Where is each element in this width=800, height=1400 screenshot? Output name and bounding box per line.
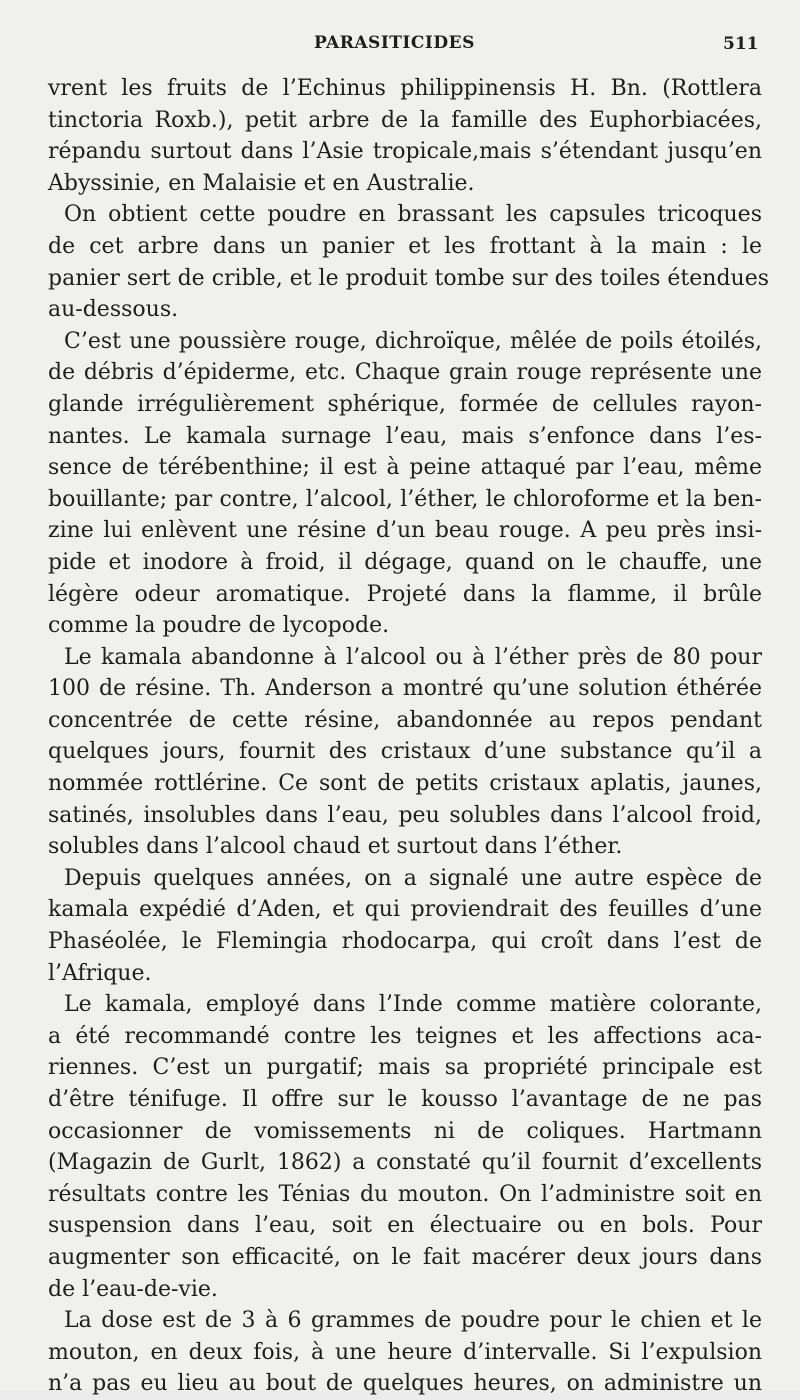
text-line: On obtient cette poudre en brassant les capsules tricoques xyxy=(64,202,762,228)
paragraph xyxy=(48,199,770,325)
text-line: quelques jours, fournit des cristaux d’une substance qu’il a xyxy=(48,739,762,765)
paragraph xyxy=(48,1305,762,1400)
text-line: Depuis quelques années, on a signalé une autre espèce de xyxy=(64,865,762,891)
text-line: de débris d’épiderme, etc. Chaque grain rouge représente une xyxy=(48,360,762,386)
page-number: 511 xyxy=(723,34,759,54)
text-line: bouillante; par contre, l’alcool, l’éther, le chloroforme et la ben- xyxy=(48,486,762,512)
text-line: nommée rottlérine. Ce sont de petits cristaux aplatis, jaunes, xyxy=(48,771,762,797)
text-line: nantes. Le kamala surnage l’eau, mais s’enfonce dans l’es- xyxy=(48,423,762,449)
paragraph xyxy=(48,642,762,863)
text-line: concentrée de cette résine, abandonnée au repos pendant xyxy=(48,707,762,733)
text-line: La dose est de 3 à 6 grammes de poudre pour le chien et le xyxy=(64,1308,762,1334)
running-title: PARASITICIDES xyxy=(314,33,475,53)
text-line: au-dessous. xyxy=(48,297,179,323)
text-line: glande irrégulièrement sphérique, formée de cellules rayon- xyxy=(48,391,762,417)
text-line: (Magazin de Gurlt, 1862) a constaté qu’il fournit d’excellents xyxy=(48,1150,762,1176)
text-line: répandu surtout dans l’Asie tropicale,mais s’étendant jusqu’en xyxy=(48,139,762,165)
text-line: Le kamala, employé dans l’Inde comme matière colorante, xyxy=(64,992,762,1018)
text-line: Phaséolée, le Flemingia rhodocarpa, qui croît dans l’est de xyxy=(48,929,762,955)
text-line: légère odeur aromatique. Projeté dans la flamme, il brûle xyxy=(48,581,762,607)
paragraph xyxy=(48,863,762,989)
text-line: résultats contre les Ténias du mouton. On l’administre soit en xyxy=(48,1181,762,1207)
text-line: d’être ténifuge. Il offre sur le kousso l’avantage de ne pas xyxy=(48,1087,762,1112)
text-line: kamala expédié d’Aden, et qui proviendrait des feuilles d’une xyxy=(48,897,762,923)
text-line: C’est une poussière rouge, dichroïque, mêlée de poils étoilés, xyxy=(64,328,762,354)
body-text xyxy=(48,73,770,1400)
text-line: Le kamala abandonne à l’alcool ou à l’éther près de 80 pour xyxy=(64,644,762,670)
text-line: comme la poudre de lycopode. xyxy=(48,613,390,639)
text-line: a été recommandé contre les teignes et les affections aca- xyxy=(48,1023,762,1049)
text-line: de cet arbre dans un panier et les frottant à la main : le xyxy=(48,233,762,259)
text-line: n’a pas eu lieu au bout de quelques heures, on administre un xyxy=(48,1371,762,1397)
text-line: tinctoria Roxb.), petit arbre de la famille des Euphorbiacées, xyxy=(48,107,762,133)
text-line: sence de térébenthine; il est à peine attaqué par l’eau, même xyxy=(48,455,762,481)
paragraph xyxy=(48,989,762,1305)
text-line: suspension dans l’eau, soit en électuaire ou en bols. Pour xyxy=(48,1213,762,1239)
text-line: vrent les fruits de l’Echinus philippinensis H. Bn. (Rottlera xyxy=(48,76,762,101)
page-header xyxy=(0,33,800,59)
text-line: satinés, insolubles dans l’eau, peu solubles dans l’alcool froid, xyxy=(48,802,762,828)
text-line: de l’eau-de-vie. xyxy=(48,1276,218,1302)
text-line: pide et inodore à froid, il dégage, quand on le chauffe, une xyxy=(48,549,762,575)
text-line: panier sert de crible, et le produit tombe sur des toiles étendues xyxy=(48,265,770,291)
text-line: 100 de résine. Th. Anderson a montré qu’une solution éthérée xyxy=(48,676,762,702)
text-line: occasionner de vomissements ni de coliques. Hartmann xyxy=(48,1118,762,1144)
text-line: augmenter son efficacité, on le fait macérer deux jours dans xyxy=(48,1244,762,1270)
text-line: mouton, en deux fois, à une heure d’intervalle. Si l’expulsion xyxy=(48,1339,762,1365)
text-line: l’Afrique. xyxy=(48,960,152,986)
text-line: zine lui enlèvent une résine d’un beau rouge. A peu près insi- xyxy=(48,518,762,544)
text-line: solubles dans l’alcool chaud et surtout dans l’éther. xyxy=(48,834,623,860)
text-line: riennes. C’est un purgatif; mais sa propriété principale est xyxy=(48,1055,762,1081)
paragraph xyxy=(48,326,762,642)
paragraph xyxy=(48,73,762,199)
text-line: Abyssinie, en Malaisie et en Australie. xyxy=(48,170,475,196)
